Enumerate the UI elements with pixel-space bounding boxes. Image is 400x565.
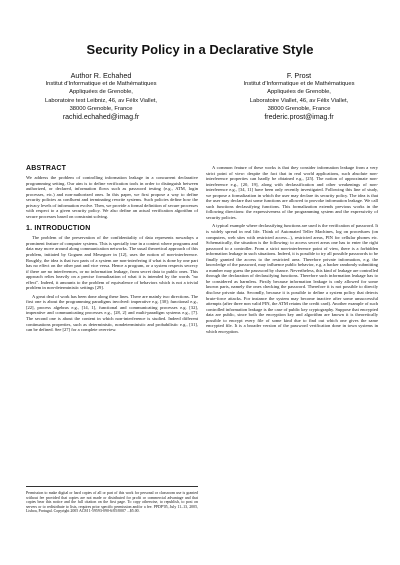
body-paragraph: A typical example where declassifying functions are used is the verification of password. It is widely spread in real life. Think of Automated Teller Machines, log on procedures (on computers, web sites with restricted access...), restricted areas, PIN for cellular phones etc. Schematically, the situation is the following: to access secret areas one has to enter the right password to a controller. From a strict non-interference point of view, there is a forbidden information leakage in such situations. Indeed, it is possible to try all possible passwords to be finally granted the access to the restricted area. Therefore private information, e.g. the knowledge of the password, may influence public behavior, e.g. a hacker randomly submitting a number may guess the password by chance. Nevertheless, this kind of leakage are controlled through the declaration of declassifying functions. Therefore such information leakage has to be considered as harmless. Firstly because information leakage is only allowed for some known parts, namely the ones checking the password. Therefore it is not possible to directly disclose private data. Secondly, because it is possible to define a system policy that detects brute-force attacks. For instance the system may become inactive after some unsuccessful attempts (after three non valid PIN, the ATM retains the credit card). Another example of such controlled information leakage is the case of public key cryptography. Suppose that encrypted data are public, since both the encryption key and algorithm are known it is theoretically possible to encrypt every file of some kind due to find out which one gives the same encrypted file. It is a broader version of the password verification done in town systems in which encryption.	[206, 223, 378, 334]
body-paragraph: A common feature of these works is that they consider information leakage from a very strict point of view: despite the fact that in real world applications, such absolute non-interference properties can hardly be obtained e.g., [25]. The notion of approximate non-interference e.g., [20, 19], along with declassification and other weakenings of non-interference e.g., [34, 11] have been only recently investigated. Following this line of study, we propose a formalization in which the user may declare its security policy. The idea is that the user may declare that some functions are allowed to provoke information leakage. We call such functions declassifying functions. This formalization extends previous works in the following directions: the expressiveness of the programming system and the expressivity of security policies.	[206, 165, 378, 220]
author-block-1	[6, 72, 196, 122]
footnote-text: Permission to make digital or hard copies of all or part of this work for personal or classroom use is granted without fee provided that copies are not made or distributed for profit or commercial advantage and that copies bear this notice and the full citation on the first page. To copy otherwise, to republish, to post on servers or to redistribute to lists, requires prior specific permission and/or a fee. PPDP'05, July 11–13, 2005, Lisboa, Portugal. Copyright 2005 ACM 1-59593-090-6/05/0007 ...$5.00.	[26, 491, 198, 514]
author-name: Author R. Echahed	[70, 71, 132, 80]
left-column	[26, 165, 198, 336]
paper-title: Security Policy in a Declarative Style	[86, 42, 314, 57]
author-affiliation-line: Institut d'Informatique et de Mathématiques	[243, 81, 355, 88]
abstract-text: We address the problem of controlling information leakage in a concurrent declarative programming setting. Our aim is to define verification tools in order to distinguish between authorized, or declared, information flows such as password testing (e.g., ATM, login processes, etc.) and non-authorized ones. In this paper, we first propose a way to define security policies as confluent and terminating rewrite systems. Such policies define how the privacy levels of information evolve. Then, we provide a formal definition of secure processes with respect to a given security policy. We also define an actual verification algorithm of secure processes based on constraint solving.	[26, 175, 198, 219]
intro-paragraph: A great deal of work has been done along these lines. There are mainly two directions. The first one is about the programming paradigms involved: imperative e.g. [30]; functional e.g., [22], process algebras e.g., [14, 1], functional and communicating processes e.g. [32], imperative and communicating processes e.g., [28, 2] and multi-paradigm systems e.g., [7]. The second one is about the content in which non-interference is studied. Indeed different continuations properties, such as deterministic, nondeterministic and probabilistic e.g., [31], can be defined. See [27] for a complete overview.	[26, 293, 198, 333]
author-affiliation-line: 38000 Grenoble, France	[267, 105, 331, 112]
intro-paragraph: The problem of the preservation of the confidentiality of data represents nowadays a prominent feature of computer systems. This is specially true in a context where programs and data may move around along communication networks. The usual theoretical approach of this problem, initiated by Goguen and Meseguer in [12], uses the notion of non-interference. Roughly, the idea is that two parts of a system are non-interfering if what is done by one part has no effect on the other part and vice versa. Hence a program, or a system respects secrecy if there are no interferences, or no information leakage, from secret data to public ones. This approach relies heavily on a precise formalization of what it is intended by the words "no effect". Indeed, it amounts to the problem of equivalence of behaviors which is not a trivial problem in non-deterministic settings [29].	[26, 235, 198, 291]
abstract-heading: ABSTRACT	[26, 165, 67, 172]
author-affiliation-line: Institut d'Informatique et de Mathématiques	[45, 81, 157, 88]
author-email: rachid.echahed@imag.fr	[62, 114, 140, 122]
author-affiliation-line: Laboratoire test Leibniz, 46, av Félix Viallet,	[44, 97, 158, 104]
author-affiliation-line: Appliquées de Grenoble,	[267, 89, 331, 96]
right-column	[206, 165, 378, 337]
author-affiliation-line: Laboratoire Viallet, 46, av Félix Viallet,	[249, 97, 349, 104]
author-email: frederic.prost@imag.fr	[264, 114, 334, 122]
copyright-footnote	[26, 486, 198, 514]
author-name: F. Prost	[286, 71, 312, 80]
intro-heading: 1. INTRODUCTION	[26, 225, 91, 233]
author-affiliation-line: Appliquées de Grenoble,	[69, 89, 133, 96]
author-affiliation-line: 38000 Grenoble, France	[69, 105, 133, 112]
author-block-2	[204, 72, 394, 122]
